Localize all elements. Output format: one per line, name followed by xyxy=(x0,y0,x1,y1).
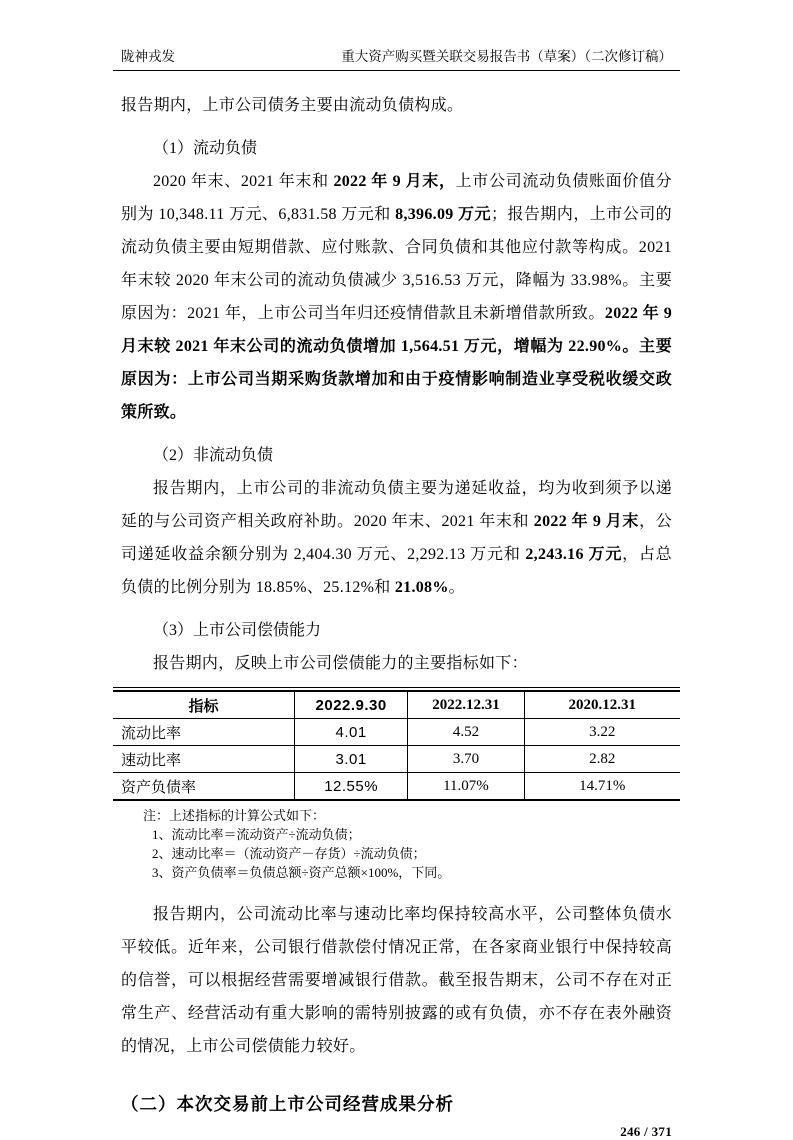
debt-ratio-2022-9-30: 12.55% xyxy=(294,773,407,801)
intro-paragraph xyxy=(121,89,672,122)
note-item-3: 3、资产负债率＝负债总额÷资产总额×100%，下同。 xyxy=(152,865,451,880)
debt-ratio-2020-12-31: 14.71% xyxy=(524,773,680,801)
page-number: 246 / 371 xyxy=(620,1124,672,1139)
note-title: 注：上述指标的计算公式如下： xyxy=(143,808,326,823)
table-notes xyxy=(121,806,672,882)
column-header-2022-9-30: 2022.9.30 xyxy=(294,691,407,719)
current-liabilities-paragraph: 2020 年末、2021 年末和 2022 年 9 月末，上市公司流动负债账面价值分别为 10,348.11 万元、6,831.58 万元和 8,396.09 万元；报告期内，上市公司的流动负债主要由短期借款、应付账款、合同负债和其他应付款等构成。2021 年末较 2020 年末公司的流动负债减少 3,516.53 万元，降幅为 33.98%。主要原因为：2021 年，上市公司当年归还疫情借款且未新增借款所致。2022 年 9 月末较 2021 年末公司的流动负债增加 1,564.51 万元，增幅为 22.90%。主要原因为：上市公司当期采购货款增加和由于疫情影响制造业享受税收缓交政策所致。 xyxy=(121,173,672,421)
table-row xyxy=(113,773,680,801)
running-header xyxy=(113,48,680,71)
row-label-current-ratio: 流动比率 xyxy=(113,719,294,746)
current-ratio-2022-9-30: 4.01 xyxy=(294,719,407,746)
note-item-2: 2、速动比率＝（流动资产－存货）÷流动负债； xyxy=(152,846,426,861)
noncurrent-liabilities-paragraph: 报告期内，上市公司的非流动负债主要为递延收益，均为收到须予以递延的与公司资产相关政府补助。2020 年末、2021 年末和 2022 年 9 月末，公司递延收益余额分别为 2,404.30 万元、2,292.13 万元和 2,243.16 万元，占总负债的比例分别为 18.85%、25.12%和 21.08%。 xyxy=(121,480,672,596)
row-label-debt-ratio: 资产负债率 xyxy=(113,773,294,801)
debt-ratio-2022-12-31: 11.07% xyxy=(408,773,524,801)
subheading-solvency: （3）上市公司偿债能力 xyxy=(153,622,322,639)
note-item-1: 1、流动比率＝流动资产÷流动负债； xyxy=(152,827,361,842)
quick-ratio-2022-9-30: 3.01 xyxy=(294,746,407,773)
solvency-indicators-table-wrap xyxy=(113,687,680,801)
solvency-lead-paragraph: 报告期内，反映上市公司偿债能力的主要指标如下： xyxy=(153,655,528,672)
header-report-title: 重大资产购买暨关联交易报告书（草案）（二次修订稿） xyxy=(341,49,672,64)
table-row xyxy=(113,746,680,773)
current-ratio-2020-12-31: 3.22 xyxy=(524,719,680,746)
current-ratio-2022-12-31: 4.52 xyxy=(408,719,524,746)
row-label-quick-ratio: 速动比率 xyxy=(113,746,294,773)
subheading-current-liabilities: （1）流动负债 xyxy=(153,140,258,157)
column-header-2022-12-31: 2022.12.31 xyxy=(408,691,524,719)
section-heading-operating-results: （二）本次交易前上市公司经营成果分析 xyxy=(121,1094,454,1114)
table-row xyxy=(113,719,680,746)
intro-text: 报告期内，上市公司债务主要由流动负债构成。 xyxy=(121,97,464,114)
header-company-name: 陇神戎发 xyxy=(121,49,175,64)
closing-paragraph: 报告期内，公司流动比率与速动比率均保持较高水平，公司整体负债水平较低。近年来，公司银行借款偿付情况正常，在各家商业银行中保持较高的信誉，可以根据经营需要增减银行借款。截至报告期末，公司不存在对正常生产、经营活动有重大影响的需特别披露的或有负债，亦不存在表外融资的情况，上市公司偿债能力较好。 xyxy=(121,906,672,1055)
column-header-indicator: 指标 xyxy=(113,691,294,719)
quick-ratio-2020-12-31: 2.82 xyxy=(524,746,680,773)
quick-ratio-2022-12-31: 3.70 xyxy=(408,746,524,773)
subheading-noncurrent-liabilities: （2）非流动负债 xyxy=(153,447,274,464)
solvency-indicators-table xyxy=(113,690,680,801)
column-header-2020-12-31: 2020.12.31 xyxy=(568,696,637,713)
table-header-row xyxy=(113,691,680,719)
